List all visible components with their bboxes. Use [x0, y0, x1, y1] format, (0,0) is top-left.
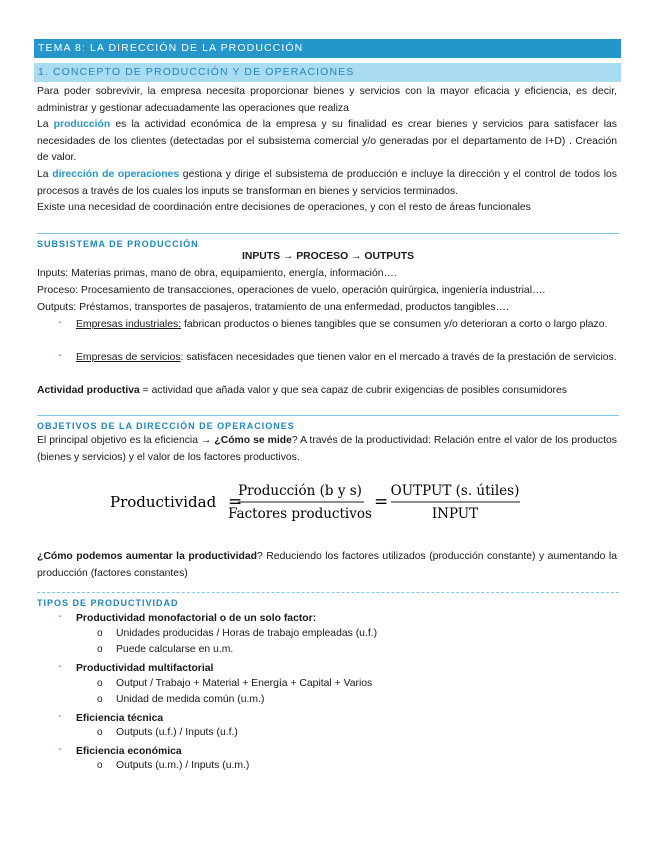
formula-numerator-1: Producción (b y s) — [238, 483, 362, 499]
circle-bullet: o — [97, 727, 103, 738]
outputs-line: Outputs: Préstamos, transportes de pasajeros, tratamiento de una enfermedad, productos tangibles…. — [37, 302, 509, 313]
tipo-multifactorial: Productividad multifactorial — [76, 663, 214, 674]
text-rest: ? Reduciendo los factores utilizados (producción constante) y aumentando la producción (factores constantes) — [37, 551, 617, 579]
tipo-sub-item: Outputs (u.f.) / Inputs (u.f.) — [116, 727, 238, 738]
intro-paragraph-2 — [37, 117, 617, 167]
dash-bullet: - — [58, 350, 62, 361]
objetivos-paragraph-1 — [37, 433, 617, 466]
text-rest: fabrican productos o bienes tangibles que se consumen y/o deterioran a corto o largo plazo. — [181, 319, 608, 330]
text-rest: : satisfacen necesidades que tienen valor en el mercado a través de la prestación de servicios. — [180, 352, 617, 363]
tipo-eficiencia-tecnica: Eficiencia técnica — [76, 713, 164, 724]
intro-paragraph-4: Existe una necesidad de coordinación entre decisiones de operaciones, y con el resto de áreas funcionales — [37, 202, 531, 213]
tipo-sub-item: Unidad de medida común (u.m.) — [116, 694, 265, 705]
term-direccion-operaciones: dirección de operaciones — [52, 169, 180, 180]
circle-bullet: o — [97, 694, 103, 705]
dash-bullet: - — [58, 744, 62, 755]
formula-lhs: Productividad — [110, 493, 217, 511]
tipo-sub-item: Unidades producidas / Horas de trabajo empleadas (u.f.) — [116, 628, 378, 639]
formula-denominator-1: Factores productivos — [228, 506, 372, 522]
term-industriales: Empresas industriales: — [76, 319, 182, 330]
dash-bullet: - — [58, 317, 62, 328]
circle-bullet: o — [97, 628, 103, 639]
circle-bullet: o — [97, 678, 103, 689]
text-prefix: La — [37, 119, 54, 130]
tipo-sub-item: Puede calcularse en u.m. — [116, 644, 234, 655]
document-title: TEMA 8: LA DIRECCIÓN DE LA PRODUCCIÓN — [34, 39, 621, 58]
tipo-label: Productividad monofactorial o de un solo factor — [76, 613, 313, 624]
formula-equals: = — [374, 492, 389, 512]
circle-bullet: o — [97, 760, 103, 771]
term-servicios: Empresas de servicios — [76, 352, 181, 363]
section-heading: 1. CONCEPTO DE PRODUCCIÓN Y DE OPERACIONES — [34, 63, 621, 82]
text-rest: es la actividad económica de la empresa y su finalidad es crear bienes y servicios para satisfacer las necesidades de los clientes (detectadas por el subsistema comercial y/o generadas por el departamento de I+D) . Creación de valor. — [37, 119, 617, 164]
term-actividad: Actividad productiva — [37, 385, 140, 396]
tipo-sub-item: Output / Trabajo + Material + Energía + Capital + Varios — [116, 678, 373, 689]
bullet-servicios — [76, 350, 617, 367]
inputs-line: Inputs: Materias primas, mano de obra, equipamiento, energía, información…. — [37, 268, 397, 279]
term-produccion: producción — [53, 119, 111, 130]
subheading-tipos: TIPOS DE PRODUCTIVIDAD — [37, 592, 619, 608]
subheading-subsistema: SUBSISTEMA DE PRODUCCIÓN — [37, 233, 619, 249]
text-b: ? A través de la productividad: Relación entre el valor de los productos (bienes y servicios) y el valor de los factores productivos. — [37, 435, 617, 463]
dash-bullet: - — [58, 711, 62, 722]
proceso-line: Proceso: Procesamiento de transacciones, operaciones de vuelo, operación quirúrgica, ingeniería industrial…. — [37, 285, 546, 296]
productivity-formula — [110, 478, 530, 526]
text-prefix: La — [37, 169, 53, 180]
text-a: El principal objetivo es la eficiencia → — [37, 435, 215, 446]
actividad-line — [37, 383, 619, 400]
tipo-suffix: : — [312, 613, 317, 624]
text-rest: = actividad que añada valor y que sea capaz de cubrir exigencias de posibles consumidores — [139, 385, 567, 396]
objetivos-paragraph-2 — [37, 549, 617, 582]
subheading-objetivos: OBJETIVOS DE LA DIRECCIÓN DE OPERACIONES — [37, 415, 619, 431]
dash-bullet: - — [58, 611, 62, 622]
formula-denominator-2: INPUT — [431, 506, 479, 522]
dash-bullet: - — [58, 661, 62, 672]
tipo-monofactorial — [76, 611, 655, 628]
formula-numerator-2: OUTPUT (s. útiles) — [390, 483, 520, 499]
bullet-industriales — [76, 317, 617, 334]
intro-paragraph-1: Para poder sobrevivir, la empresa necesita proporcionar bienes y servicios con la mayor eficacia y eficiencia, es decir, administrar y gestionar adecuadamente las operaciones que realiza — [37, 86, 617, 114]
intro-paragraph-3 — [37, 167, 617, 200]
question-aumentar: ¿Cómo podemos aumentar la productividad — [37, 551, 258, 562]
circle-bullet: o — [97, 644, 103, 655]
formula-equals: = — [228, 492, 243, 512]
question-medir: ¿Cómo se mide — [214, 435, 292, 446]
flow-line: INPUTS → PROCESO → OUTPUTS — [241, 251, 415, 262]
text-rest: gestiona y dirige el subsistema de producción e incluye la dirección y el control de todos los procesos a través de los cuales los inputs se transforman en bienes y servicios terminados. — [37, 169, 617, 197]
tipo-sub-item: Outputs (u.m.) / Inputs (u.m.) — [116, 760, 250, 771]
tipo-eficiencia-economica: Eficiencia económica — [76, 746, 182, 757]
